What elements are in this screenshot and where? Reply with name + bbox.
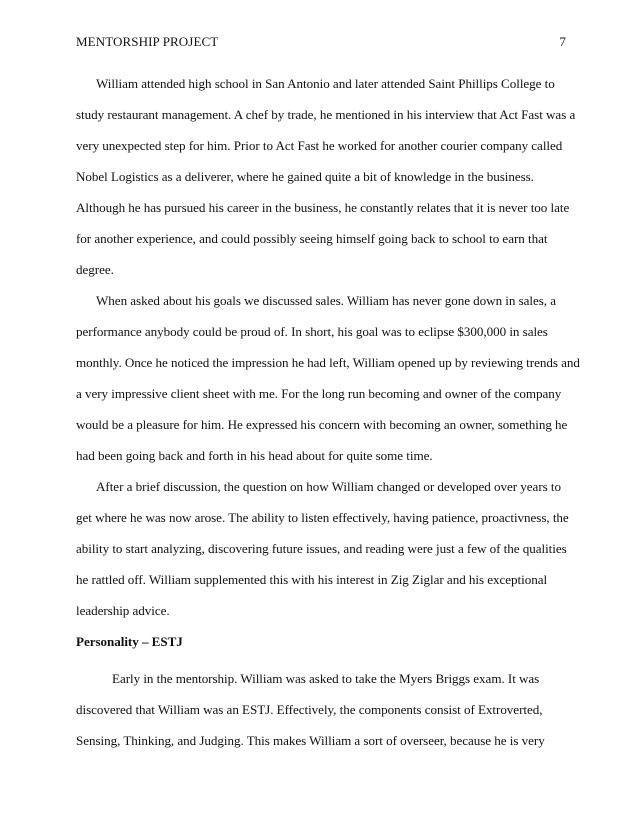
- text-line: for another experience, and could possibly seeing himself going back to school to earn that: [76, 231, 548, 246]
- text-line: Early in the mentorship. William was asked to take the Myers Briggs exam. It was: [112, 671, 540, 686]
- text-line: he rattled off. William supplemented this with his interest in Zig Ziglar and his exceptional: [76, 572, 548, 587]
- text-line: When asked about his goals we discussed sales. William has never gone down in sales, a: [96, 293, 557, 308]
- paragraph-3: [76, 471, 576, 626]
- text-line: Sensing, Thinking, and Judging. This makes William a sort of overseer, because he is very: [76, 733, 545, 748]
- text-line: study restaurant management. A chef by trade, he mentioned in his interview that Act Fast was a: [76, 107, 576, 122]
- text-line: get where he was now arose. The ability to listen effectively, having patience, proactivness, the: [76, 510, 569, 525]
- paragraph-2: [76, 285, 580, 471]
- text-line: a very impressive client sheet with me. For the long run becoming and owner of the company: [76, 386, 562, 401]
- text-line: ability to start analyzing, discovering future issues, and reading were just a few of the qualities: [76, 541, 567, 556]
- text-line: monthly. Once he noticed the impression he had left, William opened up by reviewing trends and: [76, 355, 580, 370]
- document-body: [76, 68, 580, 756]
- text-line: would be a pleasure for him. He expressed his concern with becoming an owner, something he: [76, 417, 568, 432]
- text-line: degree.: [76, 262, 114, 277]
- page-header: [76, 34, 566, 54]
- text-line: discovered that William was an ESTJ. Effectively, the components consist of Extroverted,: [76, 702, 543, 717]
- text-line: Although he has pursued his career in the business, he constantly relates that it is never too late: [76, 200, 570, 215]
- text-line: performance anybody could be proud of. In short, his goal was to eclipse $300,000 in sales: [76, 324, 548, 339]
- running-head: MENTORSHIP PROJECT: [76, 34, 219, 49]
- text-line: very unexpected step for him. Prior to Act Fast he worked for another courier company called: [76, 138, 563, 153]
- page-number: 7: [559, 34, 566, 49]
- text-line: William attended high school in San Antonio and later attended Saint Phillips College to: [96, 76, 555, 91]
- text-line: Nobel Logistics as a deliverer, where he gained quite a bit of knowledge in the business.: [76, 169, 534, 184]
- paragraph-1: [76, 68, 576, 285]
- text-line: had been going back and forth in his head about for quite some time.: [76, 448, 433, 463]
- paragraph-4: [76, 663, 576, 756]
- text-line: leadership advice.: [76, 603, 170, 618]
- text-line: After a brief discussion, the question on how William changed or developed over years to: [96, 479, 561, 494]
- section-heading: Personality – ESTJ: [76, 634, 183, 649]
